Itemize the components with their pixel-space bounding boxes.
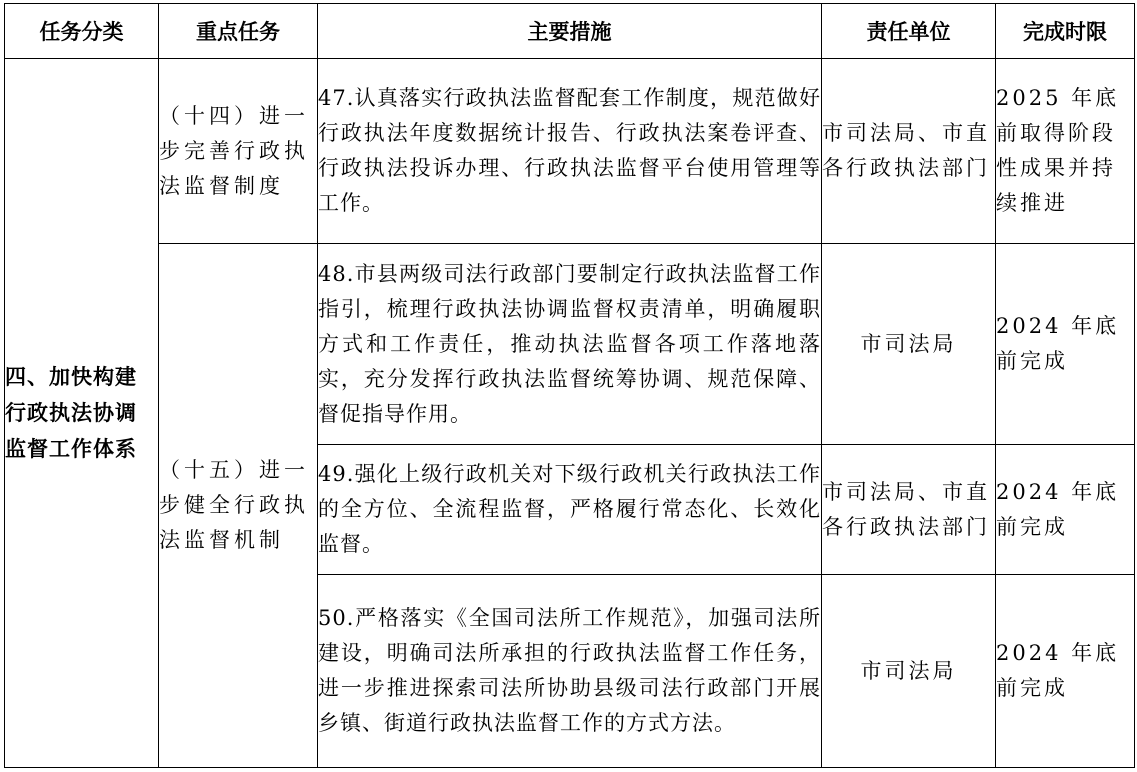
category-text: 四、加快构建行政执法协调监督工作体系 <box>5 365 137 461</box>
unit-cell <box>822 59 996 244</box>
header-unit: 责任单位 <box>822 4 996 59</box>
unit-cell <box>822 575 996 768</box>
deadline-cell <box>996 59 1135 244</box>
task-text: （十五）进一步健全行政执法监督机制 <box>159 458 309 552</box>
category-cell <box>5 59 159 768</box>
task-text: （十四）进一步完善行政执法监督制度 <box>159 103 309 198</box>
unit-cell <box>822 244 996 445</box>
measure-cell <box>318 575 822 768</box>
measure-cell <box>318 59 822 244</box>
deadline-text: 2024 年底前完成 <box>996 641 1120 700</box>
measure-text: 50.严格落实《全国司法所工作规范》，加强司法所建设，明确司法所承担的行政执法监督工作任务，进一步推进探索司法所协助县级司法行政部门开展乡镇、街道行政执法监督工作的方式方法。 <box>318 606 821 735</box>
deadline-text: 2025 年底前取得阶段性成果并持续推进 <box>996 86 1120 215</box>
measures-table <box>4 3 1135 768</box>
task-cell <box>159 59 318 244</box>
measure-text: 49.强化上级行政机关对下级行政机关行政执法工作的全方位、全流程监督，严格履行常态化、长效化监督。 <box>318 462 821 556</box>
deadline-cell <box>996 575 1135 768</box>
deadline-text: 2024 年底前完成 <box>996 314 1120 373</box>
deadline-text: 2024 年底前完成 <box>996 479 1120 539</box>
measure-text: 48.市县两级司法行政部门要制定行政执法监督工作指引，梳理行政执法协调监督权责清单，明确履职方式和工作责任，推动执法监督各项工作落地落实，充分发挥行政执法监督统筹协调、规范保障、督促指导作用。 <box>318 261 821 426</box>
deadline-cell <box>996 445 1135 575</box>
unit-text: 市司法局、市直各行政执法部门 <box>822 479 990 539</box>
unit-text: 市司法局 <box>860 658 957 683</box>
deadline-cell <box>996 244 1135 445</box>
header-task: 重点任务 <box>159 4 318 59</box>
unit-cell <box>822 445 996 575</box>
header-row <box>5 4 1135 59</box>
unit-text: 市司法局、市直各行政执法部门 <box>822 121 990 180</box>
header-category: 任务分类 <box>5 4 159 59</box>
table-row <box>5 244 1135 445</box>
measure-cell <box>318 244 822 445</box>
measure-cell <box>318 445 822 575</box>
header-deadline: 完成时限 <box>996 4 1135 59</box>
header-measure: 主要措施 <box>318 4 822 59</box>
table-row <box>5 59 1135 244</box>
unit-text: 市司法局 <box>860 331 957 356</box>
measure-text: 47.认真落实行政执法监督配套工作制度，规范做好行政执法年度数据统计报告、行政执法案卷评查、行政执法投诉办理、行政执法监督平台使用管理等工作。 <box>318 86 821 215</box>
task-cell <box>159 244 318 768</box>
